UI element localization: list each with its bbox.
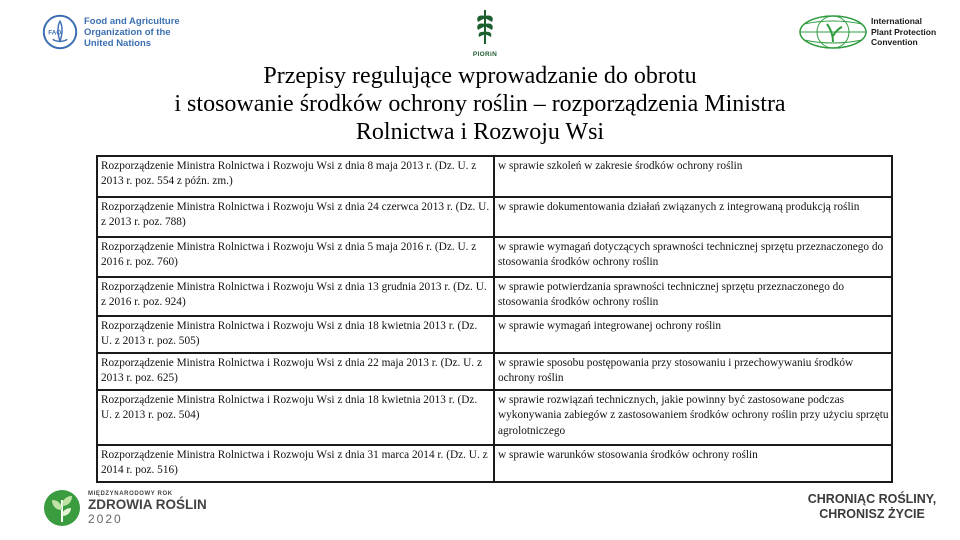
iyph-year: 2020 <box>88 511 123 526</box>
slogan <box>806 492 938 522</box>
ippc-line2: Plant Protection <box>871 26 937 37</box>
table-row <box>97 316 892 353</box>
slogan-line2: CHRONISZ ŻYCIE <box>819 507 925 521</box>
regulation-subject-cell: w sprawie wymagań dotyczących sprawności technicznej sprzętu przeznaczonego do stosowania środków ochrony roślin <box>494 237 892 277</box>
ippc-globe-icon <box>798 14 868 50</box>
table-row <box>97 390 892 445</box>
fao-line2: Organization of the <box>84 26 171 38</box>
regulations-table <box>96 155 893 483</box>
ippc-logo <box>798 14 936 50</box>
regulation-subject-cell: w sprawie dokumentowania działań związanych z integrowaną produkcją roślin <box>494 197 892 237</box>
fao-emblem-icon <box>42 14 78 50</box>
fao-line1: Food and Agriculture <box>84 15 180 27</box>
table-row <box>97 277 892 316</box>
regulation-act-cell: Rozporządzenie Ministra Rolnictwa i Rozwoju Wsi z dnia 31 marca 2014 r. (Dz. U. z 2014 r. poz. 516) <box>97 445 494 482</box>
regulation-subject-cell: w sprawie rozwiązań technicznych, jakie powinny być zastosowane podczas wykonywania zabiegów z zastosowaniem środków ochrony roślin przy użyciu sprzętu agrolotniczego <box>494 390 892 445</box>
svg-text:FAO: FAO <box>48 29 62 37</box>
regulation-subject-cell: w sprawie wymagań integrowanej ochrony roślin <box>494 316 892 353</box>
regulation-act-cell: Rozporządzenie Ministra Rolnictwa i Rozwoju Wsi z dnia 18 kwietnia 2013 r. (Dz. U. z 2013 r. poz. 504) <box>97 390 494 445</box>
iyph-title: ZDROWIA ROŚLIN <box>88 496 207 512</box>
table-row <box>97 353 892 390</box>
regulation-act-cell: Rozporządzenie Ministra Rolnictwa i Rozwoju Wsi z dnia 5 maja 2016 r. (Dz. U. z 2016 r. poz. 760) <box>97 237 494 277</box>
piorin-label: PIORiN <box>472 51 498 58</box>
regulation-subject-cell: w sprawie warunków stosowania środków ochrony roślin <box>494 445 892 482</box>
title-line2: i stosowanie środków ochrony roślin – rozporządzenia Ministra <box>174 91 786 117</box>
fao-name <box>84 16 180 49</box>
table-row <box>97 445 892 482</box>
iyph-small-label: MIĘDZYNARODOWY ROK <box>88 490 173 497</box>
fao-line3: United Nations <box>84 37 152 49</box>
ippc-line1: International <box>871 16 923 27</box>
regulation-act-cell: Rozporządzenie Ministra Rolnictwa i Rozwoju Wsi z dnia 18 kwietnia 2013 r. (Dz. U. z 2013 r. poz. 505) <box>97 316 494 353</box>
regulation-subject-cell: w sprawie potwierdzania sprawności technicznej sprzętu przeznaczonego do stosowania środków ochrony roślin <box>494 277 892 316</box>
regulation-subject-cell: w sprawie sposobu postępowania przy stosowaniu i przechowywaniu środków ochrony roślin <box>494 353 892 390</box>
slogan-line1: CHRONIĄC ROŚLINY, <box>807 492 937 506</box>
title-line3: Rolnictwa i Rozwoju Wsi <box>355 119 605 145</box>
regulation-act-cell: Rozporządzenie Ministra Rolnictwa i Rozwoju Wsi z dnia 13 grudnia 2013 r. (Dz. U. z 2016 r. poz. 924) <box>97 277 494 316</box>
iyph-logo <box>42 488 207 528</box>
fao-logo <box>42 14 180 50</box>
ippc-line3: Convention <box>871 37 918 48</box>
regulation-act-cell: Rozporządzenie Ministra Rolnictwa i Rozwoju Wsi z dnia 8 maja 2013 r. (Dz. U. z 2013 r. poz. 554 z późn. zm.) <box>97 156 494 197</box>
regulation-act-cell: Rozporządzenie Ministra Rolnictwa i Rozwoju Wsi z dnia 24 czerwca 2013 r. (Dz. U. z 2013 r. poz. 788) <box>97 197 494 237</box>
regulation-subject-cell: w sprawie szkoleń w zakresie środków ochrony roślin <box>494 156 892 197</box>
slide-title <box>60 62 900 146</box>
ippc-name <box>871 16 936 48</box>
table-row <box>97 156 892 197</box>
table-row <box>97 237 892 277</box>
leaf-emblem-icon <box>42 488 82 528</box>
table-row <box>97 197 892 237</box>
regulation-act-cell: Rozporządzenie Ministra Rolnictwa i Rozwoju Wsi z dnia 22 maja 2013 r. (Dz. U. z 2013 r. poz. 625) <box>97 353 494 390</box>
title-line1: Przepisy regulujące wprowadzanie do obrotu <box>263 63 697 89</box>
piorin-emblem-icon <box>466 8 504 46</box>
iyph-text <box>88 491 207 526</box>
piorin-logo <box>466 8 504 58</box>
